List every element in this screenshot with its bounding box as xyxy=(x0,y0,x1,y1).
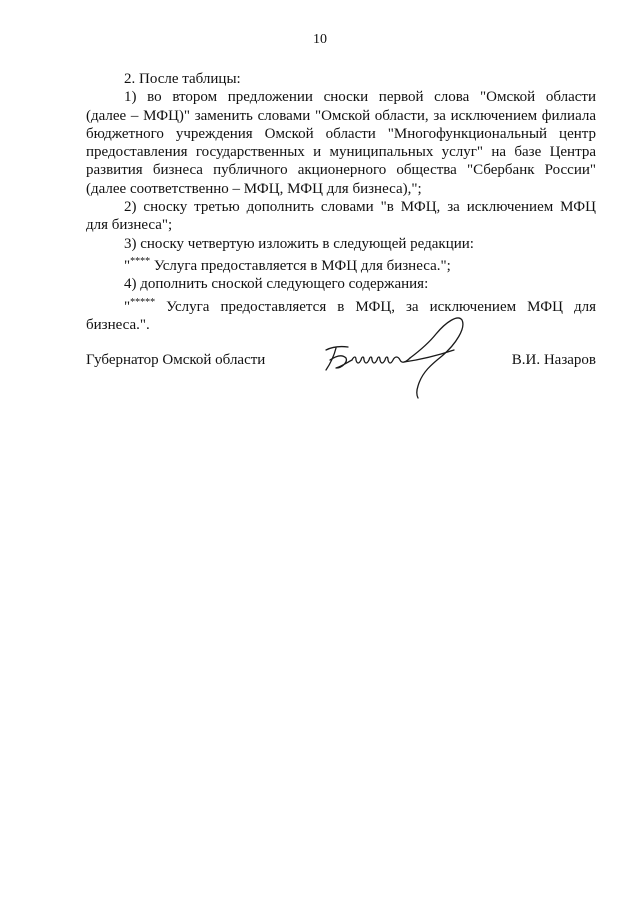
quote-text: Услуга предоставляется в МФЦ, за исключением МФЦ для xyxy=(155,298,596,315)
item-2-heading: 2. После таблицы: xyxy=(124,71,241,87)
quote-open-mark: " xyxy=(124,298,131,315)
subitem-3-line: 3) сноску четвертую изложить в следующей редакции: xyxy=(124,235,474,252)
subitem-1-line: развития бизнеса публичного акционерного общества "Сбербанк России" xyxy=(86,162,596,179)
subitem-4-line: 4) дополнить сноской следующего содержания: xyxy=(124,276,429,293)
subitem-1-line: (далее – МФЦ)" заменить словами "Омской области, за исключением филиала xyxy=(86,107,596,124)
subitem-3-quote xyxy=(86,253,596,275)
subitem-1-line: бюджетного учреждения Омской области "Многофункциональный центр xyxy=(86,125,596,142)
quote-text: Услуга предоставляется в МФЦ для бизнеса."; xyxy=(150,257,451,274)
subitem-2-line: 2) сноску третью дополнить словами "в МФЦ, за исключением МФЦ xyxy=(124,199,596,216)
page-number: 10 xyxy=(313,32,327,47)
footnote-stars: ***** xyxy=(130,296,156,308)
subitem-2-line: для бизнеса"; xyxy=(86,217,173,234)
quote-open-mark: " xyxy=(124,257,131,274)
subitem-1-line: предоставления государственных и муниципальных услуг" на базе Центра xyxy=(86,144,596,161)
footnote-stars: **** xyxy=(130,255,151,267)
subitem-4-quote-end: бизнеса.". xyxy=(86,316,150,333)
document-body xyxy=(86,70,596,334)
subitem-1 xyxy=(86,88,596,198)
handwritten-signature xyxy=(318,310,478,400)
signer-name: В.И. Назаров xyxy=(511,352,596,368)
subitem-3 xyxy=(86,235,596,276)
subitem-1-line: (далее соответственно – МФЦ, МФЦ для бизнеса),"; xyxy=(86,180,422,197)
signer-position: Губернатор Омской области xyxy=(86,352,266,368)
subitem-2 xyxy=(86,198,596,235)
subitem-1-line: 1) во втором предложении сноски первой слова "Омской области xyxy=(124,89,596,106)
